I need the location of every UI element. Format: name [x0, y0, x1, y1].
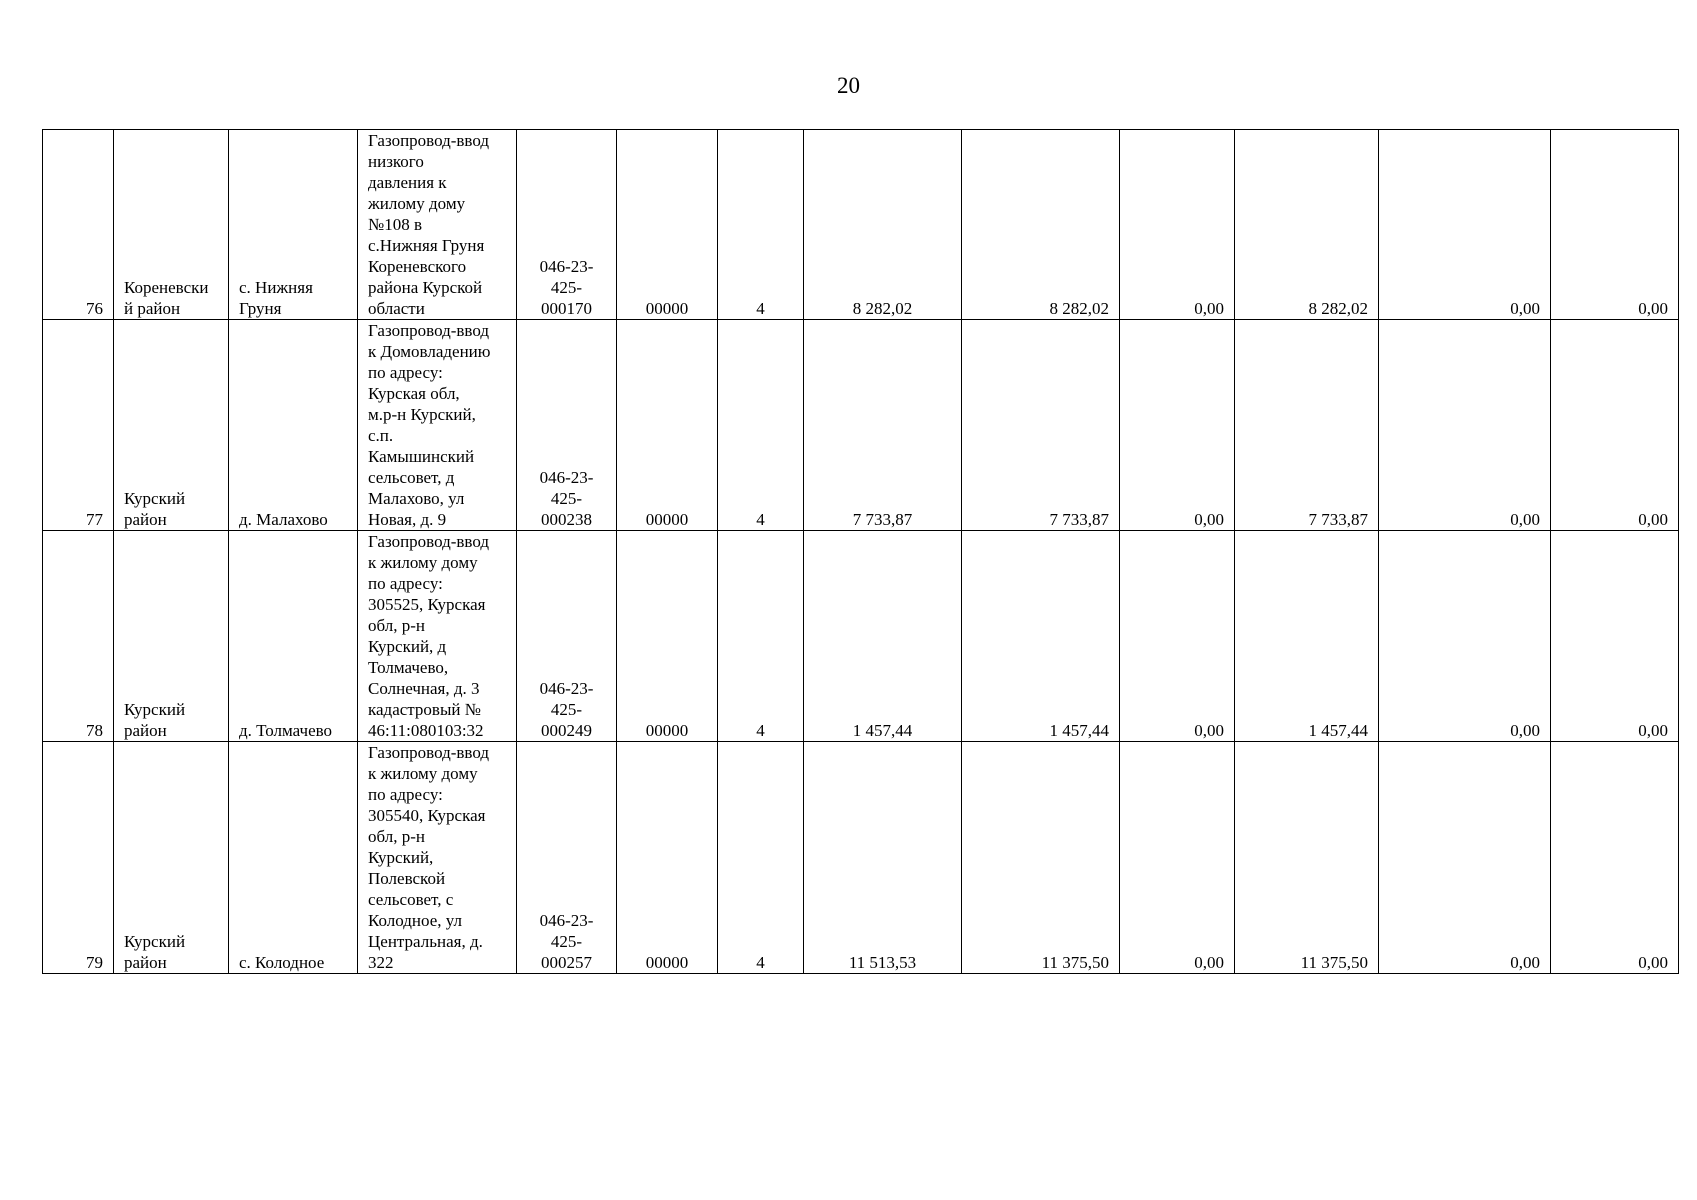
code2-cell: 00000	[617, 742, 718, 974]
settlement-cell: д. Малахово	[229, 320, 358, 531]
amount-2-cell: 1 457,44	[962, 531, 1120, 742]
object-name-cell: Газопровод-ввод низкого давления к жилому дому №108 в с.Нижняя Груня Кореневского района Курской области	[358, 130, 517, 320]
settlement-cell: с. Колодное	[229, 742, 358, 974]
code2-cell: 00000	[617, 531, 718, 742]
object-name-cell: Газопровод-ввод к жилому дому по адресу: 305540, Курская обл, р-н Курский, Полевской сельсовет, с Колодное, ул Центральная, д. 322	[358, 742, 517, 974]
code2-cell: 00000	[617, 130, 718, 320]
amount-2-cell: 8 282,02	[962, 130, 1120, 320]
table-row	[43, 742, 1679, 974]
table-row	[43, 531, 1679, 742]
register-table	[42, 129, 1679, 974]
quantity-cell: 4	[718, 742, 804, 974]
amount-2-cell: 11 375,50	[962, 742, 1120, 974]
amount-3-cell: 0,00	[1120, 320, 1235, 531]
quantity-cell: 4	[718, 320, 804, 531]
amount-4-cell: 7 733,87	[1235, 320, 1379, 531]
district-cell: Кореневски й район	[114, 130, 229, 320]
amount-4-cell: 1 457,44	[1235, 531, 1379, 742]
district-cell: Курский район	[114, 742, 229, 974]
amount-6-cell: 0,00	[1551, 531, 1679, 742]
amount-total-cell: 11 513,53	[804, 742, 962, 974]
district-cell: Курский район	[114, 531, 229, 742]
amount-total-cell: 8 282,02	[804, 130, 962, 320]
page-number: 20	[837, 73, 860, 98]
registry-code-cell: 046-23- 425- 000249	[517, 531, 617, 742]
amount-5-cell: 0,00	[1379, 742, 1551, 974]
amount-2-cell: 7 733,87	[962, 320, 1120, 531]
registry-code-cell: 046-23- 425- 000257	[517, 742, 617, 974]
row-number-cell: 77	[43, 320, 114, 531]
object-name-cell: Газопровод-ввод к Домовладению по адресу: Курская обл, м.р-н Курский, с.п. Камышинский сельсовет, д Малахово, ул Новая, д. 9	[358, 320, 517, 531]
quantity-cell: 4	[718, 531, 804, 742]
settlement-cell: д. Толмачево	[229, 531, 358, 742]
amount-5-cell: 0,00	[1379, 320, 1551, 531]
row-number-cell: 79	[43, 742, 114, 974]
district-cell: Курский район	[114, 320, 229, 531]
amount-6-cell: 0,00	[1551, 130, 1679, 320]
object-name-cell: Газопровод-ввод к жилому дому по адресу: 305525, Курская обл, р-н Курский, д Толмачево, Солнечная, д. 3 кадастровый № 46:11:080103:32	[358, 531, 517, 742]
amount-3-cell: 0,00	[1120, 742, 1235, 974]
amount-4-cell: 11 375,50	[1235, 742, 1379, 974]
settlement-cell: с. Нижняя Груня	[229, 130, 358, 320]
amount-total-cell: 1 457,44	[804, 531, 962, 742]
amount-5-cell: 0,00	[1379, 130, 1551, 320]
registry-code-cell: 046-23- 425- 000170	[517, 130, 617, 320]
table-row	[43, 130, 1679, 320]
amount-6-cell: 0,00	[1551, 742, 1679, 974]
amount-total-cell: 7 733,87	[804, 320, 962, 531]
row-number-cell: 76	[43, 130, 114, 320]
amount-6-cell: 0,00	[1551, 320, 1679, 531]
amount-5-cell: 0,00	[1379, 531, 1551, 742]
amount-3-cell: 0,00	[1120, 130, 1235, 320]
quantity-cell: 4	[718, 130, 804, 320]
registry-code-cell: 046-23- 425- 000238	[517, 320, 617, 531]
amount-4-cell: 8 282,02	[1235, 130, 1379, 320]
table-row	[43, 320, 1679, 531]
code2-cell: 00000	[617, 320, 718, 531]
amount-3-cell: 0,00	[1120, 531, 1235, 742]
row-number-cell: 78	[43, 531, 114, 742]
